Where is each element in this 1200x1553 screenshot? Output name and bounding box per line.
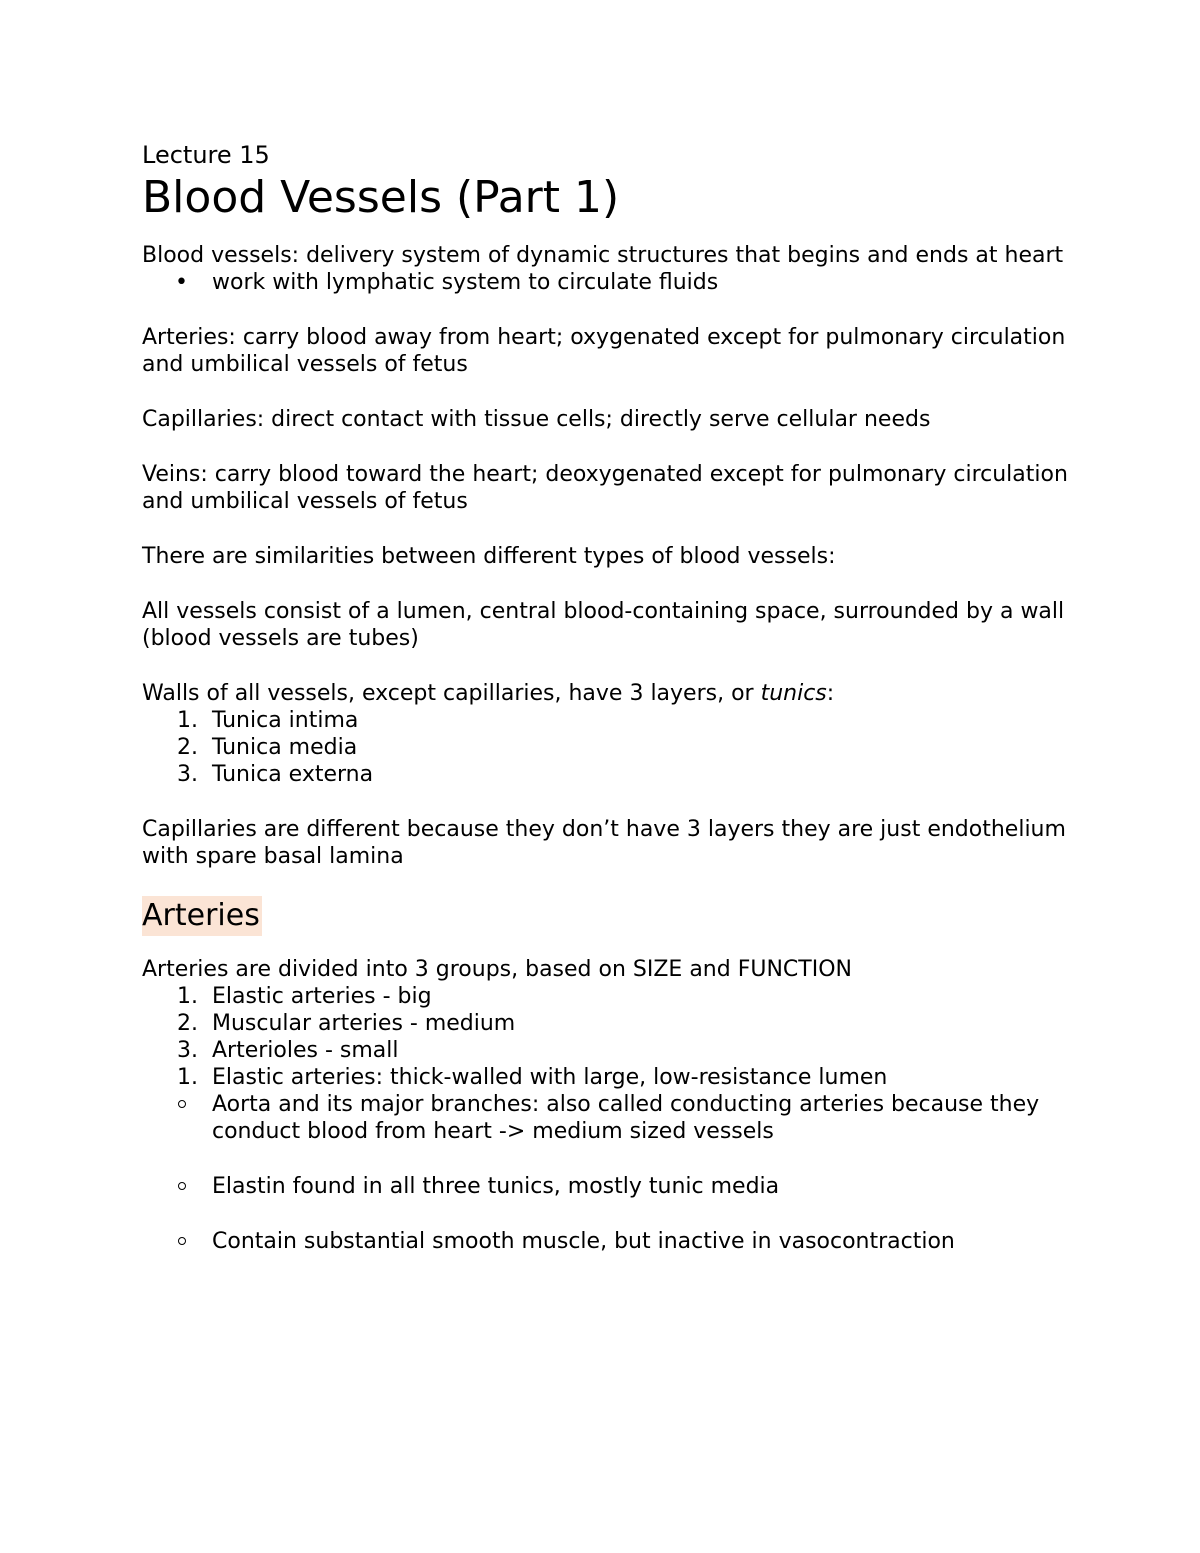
walls-text: Walls of all vessels, except capillaries, have 3 layers, or xyxy=(142,681,761,706)
capillaries-definition: Capillaries: direct contact with tissue cells; directly serve cellular needs xyxy=(142,407,931,432)
list-item-text: Elastin found in all three tunics, mostly tunic media xyxy=(212,1174,780,1199)
circle-bullet-icon xyxy=(178,1237,186,1245)
lumen-statement: All vessels consist of a lumen, central blood-containing space, surrounded by a wall (blood vessels are tubes) xyxy=(142,599,1065,651)
capillaries-difference: Capillaries are different because they don’t have 3 layers they are just endothelium with spare basal lamina xyxy=(142,817,1066,869)
elastic-arteries-list xyxy=(142,1064,1072,1091)
list-number: 2. xyxy=(177,735,198,760)
blood-vessels-definition: Blood vessels: delivery system of dynamic structures that begins and ends at heart xyxy=(142,243,1064,268)
walls-statement xyxy=(142,680,1072,707)
list-number: 3. xyxy=(177,1038,198,1063)
list-item xyxy=(142,1037,1072,1064)
intro-bullet-list xyxy=(142,269,1072,296)
tunic-layers-list xyxy=(142,707,1072,788)
list-item xyxy=(142,983,1072,1010)
list-item-text: Aorta and its major branches: also called conducting arteries because they conduct blood from heart -> medium sized vessels xyxy=(212,1092,1040,1144)
list-item-text: Arterioles - small xyxy=(212,1038,399,1063)
elastic-arteries-points xyxy=(142,1091,1072,1255)
list-item-text: Tunica externa xyxy=(212,762,374,787)
similarities-statement: There are similarities between different types of blood vessels: xyxy=(142,544,836,569)
artery-groups-list xyxy=(142,983,1072,1064)
walls-colon: : xyxy=(826,681,835,706)
arteries-groups-intro: Arteries are divided into 3 groups, based on SIZE and FUNCTION xyxy=(142,957,852,982)
list-item-text: Muscular arteries - medium xyxy=(212,1011,516,1036)
document-page xyxy=(142,140,1072,1255)
list-item xyxy=(142,734,1072,761)
lecture-number: Lecture 15 xyxy=(142,141,270,169)
list-item-text: Elastic arteries - big xyxy=(212,984,432,1009)
walls-italic-term: tunics xyxy=(760,681,827,706)
list-number: 1. xyxy=(177,984,198,1009)
list-item-text: Elastic arteries: thick-walled with large, low-resistance lumen xyxy=(212,1065,888,1090)
list-item xyxy=(142,1010,1072,1037)
list-item xyxy=(142,1228,1072,1255)
arteries-definition: Arteries: carry blood away from heart; oxygenated except for pulmonary circulation and umbilical vessels of fetus xyxy=(142,325,1066,377)
list-item xyxy=(142,269,1072,296)
list-number: 1. xyxy=(177,708,198,733)
list-number: 2. xyxy=(177,1011,198,1036)
circle-bullet-icon xyxy=(178,1100,186,1108)
list-item-text: Contain substantial smooth muscle, but inactive in vasocontraction xyxy=(212,1229,955,1254)
list-number: 1. xyxy=(177,1065,198,1090)
list-item-text: Tunica intima xyxy=(212,708,359,733)
list-item-text: Tunica media xyxy=(212,735,358,760)
bullet-icon: • xyxy=(175,270,188,295)
list-number: 3. xyxy=(177,762,198,787)
veins-definition: Veins: carry blood toward the heart; deoxygenated except for pulmonary circulation and umbilical vessels of fetus xyxy=(142,462,1068,514)
arteries-section-heading: Arteries xyxy=(142,896,262,936)
list-item xyxy=(142,1173,1072,1200)
list-item xyxy=(142,1091,1072,1145)
page-title: Blood Vessels (Part 1) xyxy=(142,172,620,223)
list-item xyxy=(142,1064,1072,1091)
list-item xyxy=(142,707,1072,734)
list-item xyxy=(142,761,1072,788)
circle-bullet-icon xyxy=(178,1182,186,1190)
list-item-text: work with lymphatic system to circulate fluids xyxy=(212,270,719,295)
